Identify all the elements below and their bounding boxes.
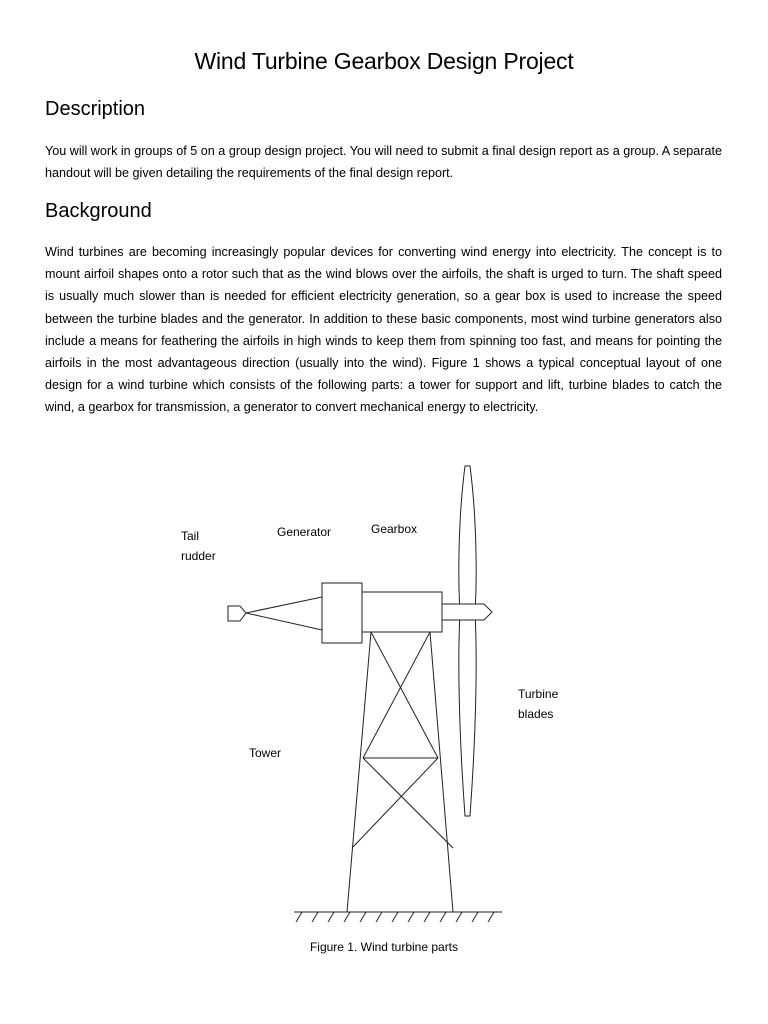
- tail-boom-shape: [246, 597, 322, 630]
- label-generator: Generator: [277, 525, 332, 539]
- label-tail-rudder: [181, 526, 216, 566]
- label-turbine-blades: [518, 684, 558, 724]
- generator-housing: [322, 583, 362, 643]
- turbine-blade-shape: [459, 466, 476, 816]
- label-tail-rudder-line2: rudder: [181, 549, 216, 563]
- label-tail-rudder-line1: Tail: [181, 529, 200, 543]
- tail-rudder-shape: [228, 606, 246, 621]
- tower-lower-cross-a: [363, 758, 453, 848]
- label-turbine-blades-line2: blades: [518, 707, 554, 721]
- label-tower: Tower: [249, 746, 282, 760]
- page-title: Wind Turbine Gearbox Design Project: [194, 48, 574, 74]
- section-heading-background: Background: [45, 200, 152, 222]
- section-heading-description: Description: [45, 98, 146, 120]
- gearbox-housing: [362, 592, 442, 632]
- tower-leg-right: [430, 632, 453, 912]
- tower-lower-cross-b: [352, 758, 438, 848]
- background-paragraph: Wind turbines are becoming increasingly popular devices for converting wind energy into electricity. The concept is to mount airfoil shapes onto a rotor such that as the wind blows over the airfoils, the shaft is urged to turn. The shaft speed is usually much slower than is needed for efficient electricity generation, so a gear box is used to increase the speed between the turbine blades and the generator. In addition to these basic components, most wind turbine generators also include a means for feathering the airfoils in high winds to keep them from spinning too fast, and means for pointing the airfoils in the most advantageous direction (usually into the wind). Figure 1 shows a typical conceptual layout of one design for a wind turbine which consists of the following parts: a tower for support and lift, turbine blades to catch the wind, a gearbox for transmission, a generator to convert mechanical energy to electricity.: [45, 245, 722, 415]
- tower-upper-cross-b: [363, 632, 430, 758]
- ground-hatching: [296, 912, 494, 922]
- label-turbine-blades-line1: Turbine: [518, 687, 559, 701]
- tower-upper-cross-a: [371, 632, 438, 758]
- figure-caption: Figure 1. Wind turbine parts: [309, 940, 459, 954]
- tower-leg-left: [347, 632, 371, 912]
- label-gearbox: Gearbox: [371, 522, 418, 536]
- hub-nose-shape: [442, 604, 492, 620]
- description-paragraph: You will work in groups of 5 on a group design project. You will need to submit a final design report as a group. A separate handout will be given detailing the requirements of the final design report.: [45, 144, 722, 181]
